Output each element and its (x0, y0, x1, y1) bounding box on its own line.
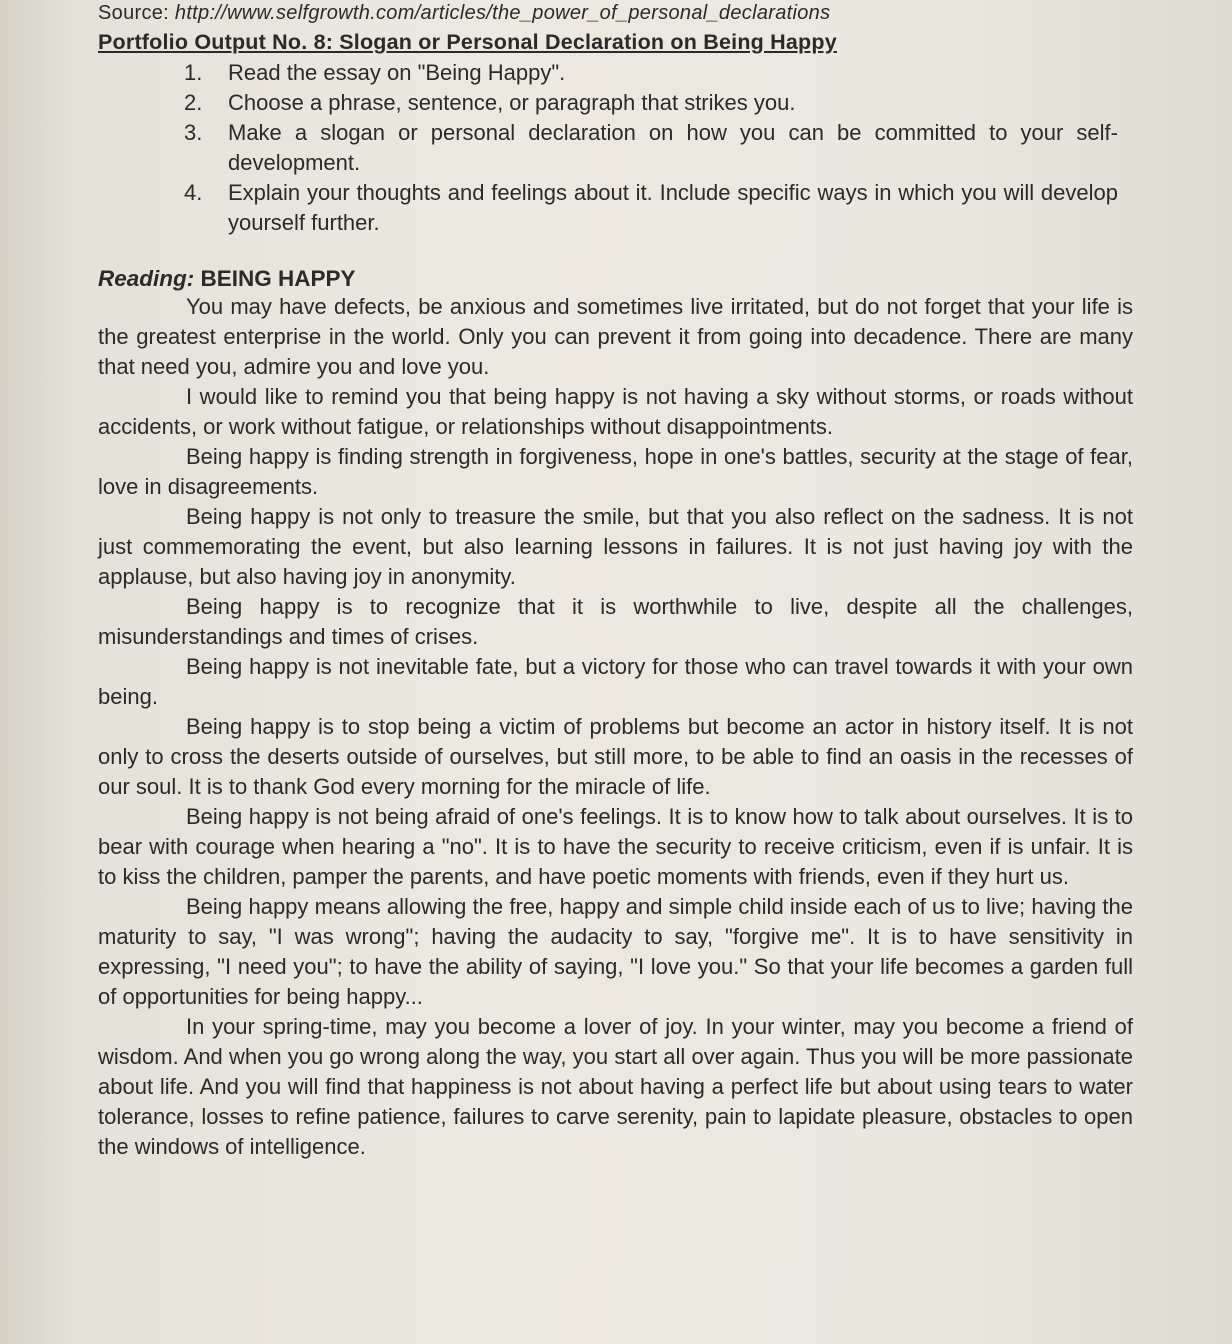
essay-paragraph: I would like to remind you that being happy is not having a sky without storms, or roads without accidents, or work without fatigue, or relationships without disappointments. (98, 384, 1133, 439)
reading-label: Reading: (98, 266, 195, 291)
instruction-item (178, 58, 1118, 88)
source-line (98, 2, 830, 25)
instruction-number: 4. (184, 180, 203, 205)
reading-heading (98, 266, 356, 292)
essay-paragraph: Being happy is to stop being a victim of problems but become an actor in history itself. It is not only to cross the deserts outside of ourselves, but still more, to be able to find an oasis in the recesses of our soul. It is to thank God every morning for the miracle of life. (98, 714, 1133, 799)
instruction-list (178, 58, 1118, 238)
instruction-number: 3. (184, 120, 203, 145)
portfolio-title: Portfolio Output No. 8: Slogan or Personal Declaration on Being Happy (98, 30, 837, 54)
source-label: Source: (98, 2, 170, 24)
essay-paragraph: Being happy is not inevitable fate, but a victory for those who can travel towards it with your own being. (98, 654, 1133, 709)
instruction-text: Make a slogan or personal declaration on how you can be committed to your self-development. (228, 120, 1118, 175)
essay-paragraph: Being happy is finding strength in forgiveness, hope in one's battles, security at the stage of fear, love in disagreements. (98, 444, 1133, 499)
instruction-text: Read the essay on "Being Happy". (228, 60, 566, 85)
reading-title: BEING HAPPY (200, 266, 356, 291)
essay-paragraph: Being happy is to recognize that it is worthwhile to live, despite all the challenges, misunderstandings and times of crises. (98, 594, 1133, 649)
essay-paragraph: You may have defects, be anxious and sometimes live irritated, but do not forget that your life is the greatest enterprise in the world. Only you can prevent it from going into decadence. There are many that need you, admire you and love you. (98, 294, 1133, 379)
instruction-number: 2. (184, 90, 203, 115)
essay-paragraph: Being happy is not only to treasure the smile, but that you also reflect on the sadness. It is not just commemorating the event, but also learning lessons in failures. It is not just having joy with the applause, but also having joy in anonymity. (98, 504, 1133, 589)
essay-paragraph: Being happy means allowing the free, happy and simple child inside each of us to live; having the maturity to say, "I was wrong"; having the audacity to say, "forgive me". It is to have sensitivity in expressing, "I need you"; to have the ability of saying, "I love you." So that your life becomes a garden full of opportunities for being happy... (98, 894, 1133, 1009)
instruction-item (178, 118, 1118, 178)
essay-paragraph: In your spring-time, may you become a lover of joy. In your winter, may you become a friend of wisdom. And when you go wrong along the way, you start all over again. Thus you will be more passionate about life. And you will find that happiness is not about having a perfect life but about using tears to water tolerance, losses to refine patience, failures to carve serenity, pain to lapidate pleasure, obstacles to open the windows of intelligence. (98, 1014, 1133, 1159)
essay-paragraph: Being happy is not being afraid of one's feelings. It is to know how to talk about ourselves. It is to bear with courage when hearing a "no". It is to have the security to receive criticism, even if is unfair. It is to kiss the children, pamper the parents, and have poetic moments with friends, even if they hurt us. (98, 804, 1133, 889)
instruction-text: Choose a phrase, sentence, or paragraph that strikes you. (228, 90, 796, 115)
instruction-number: 1. (184, 60, 203, 85)
essay-body (98, 292, 1133, 1162)
instruction-text: Explain your thoughts and feelings about it. Include specific ways in which you will develop yourself further. (228, 180, 1118, 235)
instruction-item (178, 88, 1118, 118)
instruction-item (178, 178, 1118, 238)
source-url: http://www.selfgrowth.com/articles/the_power_of_personal_declarations (174, 2, 831, 24)
